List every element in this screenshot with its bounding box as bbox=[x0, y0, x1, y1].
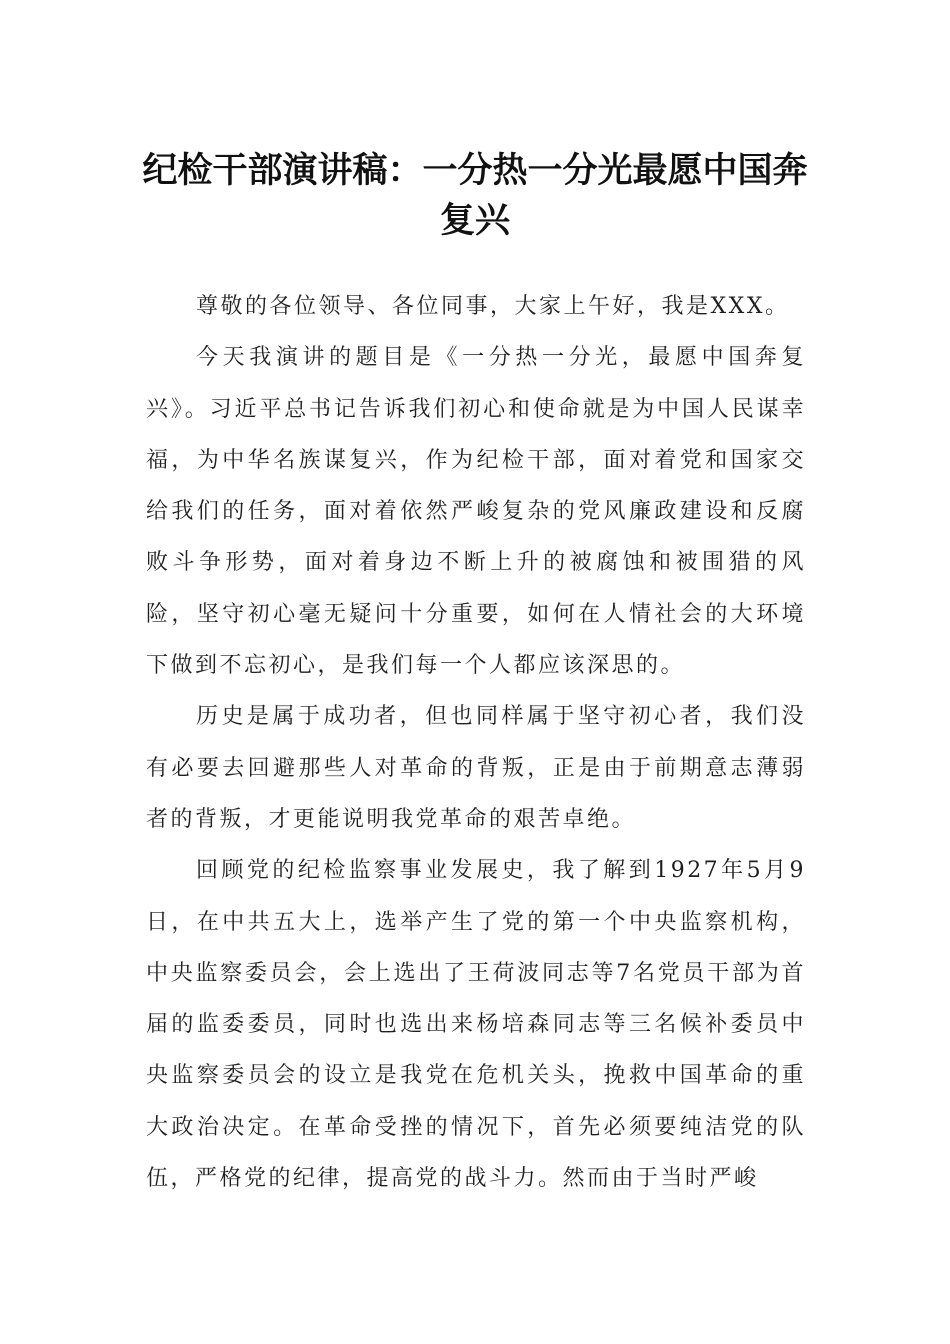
document-title: 纪检干部演讲稿：一分热一分光最愿中国奔复兴 bbox=[142, 151, 808, 241]
document-body bbox=[146, 281, 806, 1204]
paragraph-history: 历史是属于成功者，但也同样属于坚守初心者，我们没有必要去回避那些人对革命的背叛，正是由于前期意志薄弱者的背叛，才更能说明我党革命的艰苦卓绝。 bbox=[146, 704, 806, 832]
paragraph-topic: 今天我演讲的题目是《一分热一分光，最愿中国奔复兴》。习近平总书记告诉我们初心和使命就是为中国人民谋幸福，为中华名族谋复兴，作为纪检干部，面对着党和国家交给我们的任务，面对着依然严峻复杂的党风廉政建设和反腐败斗争形势，面对着身边不断上升的被腐蚀和被围猎的风险，坚守初心毫无疑问十分重要，如何在人情社会的大环境下做到不忘初心，是我们每一个人都应该深思的。 bbox=[146, 345, 806, 679]
paragraph-greeting: 尊敬的各位领导、各位同事，大家上午好，我是XXX。 bbox=[196, 294, 790, 319]
paragraph-review: 回顾党的纪检监察事业发展史，我了解到1927年5月9日，在中共五大上，选举产生了党的第一个中央监察机构，中央监察委员会，会上选出了王荷波同志等7名党员干部为首届的监委委员，同时也选出来杨培森同志等三名候补委员中央监察委员会的设立是我党在危机关头，挽救中国革命的重大政治决定。在革命受挫的情况下，首先必须要纯洁党的队伍，严格党的纪律，提高党的战斗力。然而由于当时严峻 bbox=[146, 858, 806, 1192]
